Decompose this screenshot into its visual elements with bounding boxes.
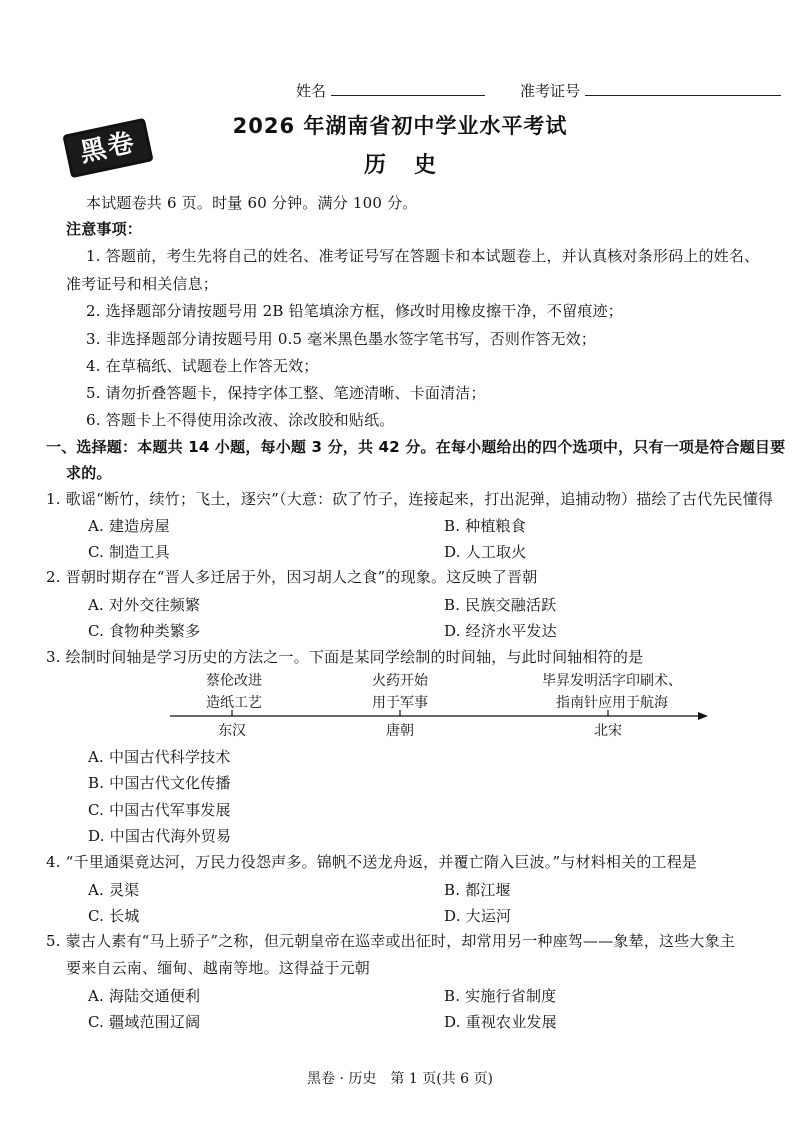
note-item: 6. 答题卡上不得使用涂改液、涂改胶和贴纸。 bbox=[86, 411, 395, 429]
timeline-event-1-line2: 造纸工艺 bbox=[206, 695, 262, 711]
q2-option-b: B. 民族交融活跃 bbox=[444, 596, 557, 614]
q2-option-a: A. 对外交往频繁 bbox=[88, 596, 201, 614]
name-label: 姓名 bbox=[296, 82, 327, 100]
q4-option-b: B. 都江堰 bbox=[444, 881, 511, 899]
intro-text: 本试题卷共 6 页。时量 60 分钟。满分 100 分。 bbox=[86, 194, 418, 212]
q1-option-a: A. 建造房屋 bbox=[88, 517, 170, 535]
note-item: 4. 在草稿纸、试题卷上作答无效； bbox=[86, 357, 319, 375]
subject-title: 历史 bbox=[363, 153, 464, 178]
q3-option-d: D. 中国古代海外贸易 bbox=[88, 827, 232, 845]
q5-option-b: B. 实施行省制度 bbox=[444, 987, 557, 1005]
timeline-era-2: 唐朝 bbox=[386, 723, 414, 739]
section-heading-cont: 求的。 bbox=[66, 464, 112, 482]
note-item: 2. 选择题部分请按题号用 2B 铅笔填涂方框，修改时用橡皮擦干净，不留痕迹； bbox=[86, 302, 623, 320]
question-2-stem: 2. 晋朝时期存在“晋人多迁居于外，因习胡人之食”的现象。这反映了晋朝 bbox=[46, 568, 538, 586]
note-item: 1. 答题前，考生先将自己的姓名、准考证号写在答题卡和本试题卷上，并认真核对条形码上的姓名、 bbox=[86, 247, 760, 265]
q3-option-a: A. 中国古代科学技术 bbox=[88, 748, 231, 766]
q3-option-c: C. 中国古代军事发展 bbox=[88, 801, 231, 819]
q1-option-d: D. 人工取火 bbox=[444, 543, 527, 561]
id-label: 准考证号 bbox=[520, 82, 581, 100]
q5-option-d: D. 重视农业发展 bbox=[444, 1013, 557, 1031]
q1-option-b: B. 种植粮食 bbox=[444, 517, 526, 535]
page-footer: 黑卷 · 历史 第 1 页(共 6 页) bbox=[307, 1071, 493, 1087]
question-3-stem: 3. 绘制时间轴是学习历史的方法之一。下面是某同学绘制的时间轴，与此时间轴相符的是 bbox=[46, 648, 644, 666]
q3-option-b: B. 中国古代文化传播 bbox=[88, 774, 231, 792]
timeline-event-1-line1: 蔡伦改进 bbox=[206, 673, 262, 689]
note-item: 准考证号和相关信息； bbox=[66, 275, 219, 293]
timeline-era-3: 北宋 bbox=[594, 723, 622, 739]
q2-option-c: C. 食物种类繁多 bbox=[88, 622, 201, 640]
note-item: 5. 请勿折叠答题卡，保持字体工整、笔迹清晰、卡面清洁； bbox=[86, 384, 486, 402]
exam-title: 2026 年湖南省初中学业水平考试 bbox=[232, 114, 568, 138]
q4-option-c: C. 长城 bbox=[88, 907, 140, 925]
section-heading: 一、选择题：本题共 14 小题，每小题 3 分，共 42 分。在每小题给出的四个选项中，只有一项是符合题目要 bbox=[46, 438, 786, 456]
question-5-stem: 5. 蒙古人素有“马上骄子”之称，但元朝皇帝在巡幸或出征时，却常用另一种座驾——象辇，这些大象主 bbox=[46, 932, 736, 950]
timeline-event-3-line1: 毕昇发明活字印刷术、 bbox=[542, 673, 682, 689]
q1-option-c: C. 制造工具 bbox=[88, 543, 170, 561]
question-4-stem: 4. “千里通渠竟达河，万民力役怨声多。锦帆不送龙舟返，并覆亡隋入巨波。”与材料相关的工程是 bbox=[46, 853, 698, 871]
timeline-event-3-line2: 指南针应用于航海 bbox=[556, 695, 668, 711]
q5-option-a: A. 海陆交通便利 bbox=[88, 987, 201, 1005]
notes-heading: 注意事项： bbox=[66, 220, 143, 238]
q2-option-d: D. 经济水平发达 bbox=[444, 622, 557, 640]
timeline-era-1: 东汉 bbox=[218, 723, 246, 739]
question-1-stem: 1. 歌谣“断竹，续竹；飞土，逐宍”（大意：砍了竹子，连接起来，打出泥弹，追捕动物）描绘了古代先民懂得 bbox=[46, 490, 774, 508]
q4-option-a: A. 灵渠 bbox=[88, 881, 140, 899]
question-5-stem-cont: 要来自云南、缅甸、越南等地。这得益于元朝 bbox=[66, 959, 371, 977]
q5-option-c: C. 疆域范围辽阔 bbox=[88, 1013, 201, 1031]
note-item: 3. 非选择题部分请按题号用 0.5 毫米黑色墨水签字笔书写，否则作答无效； bbox=[86, 330, 597, 348]
black-paper-stamp: 黑卷 bbox=[62, 118, 153, 179]
timeline-event-2-line2: 用于军事 bbox=[372, 695, 428, 711]
timeline-event-2-line1: 火药开始 bbox=[372, 673, 428, 689]
q4-option-d: D. 大运河 bbox=[444, 907, 512, 925]
